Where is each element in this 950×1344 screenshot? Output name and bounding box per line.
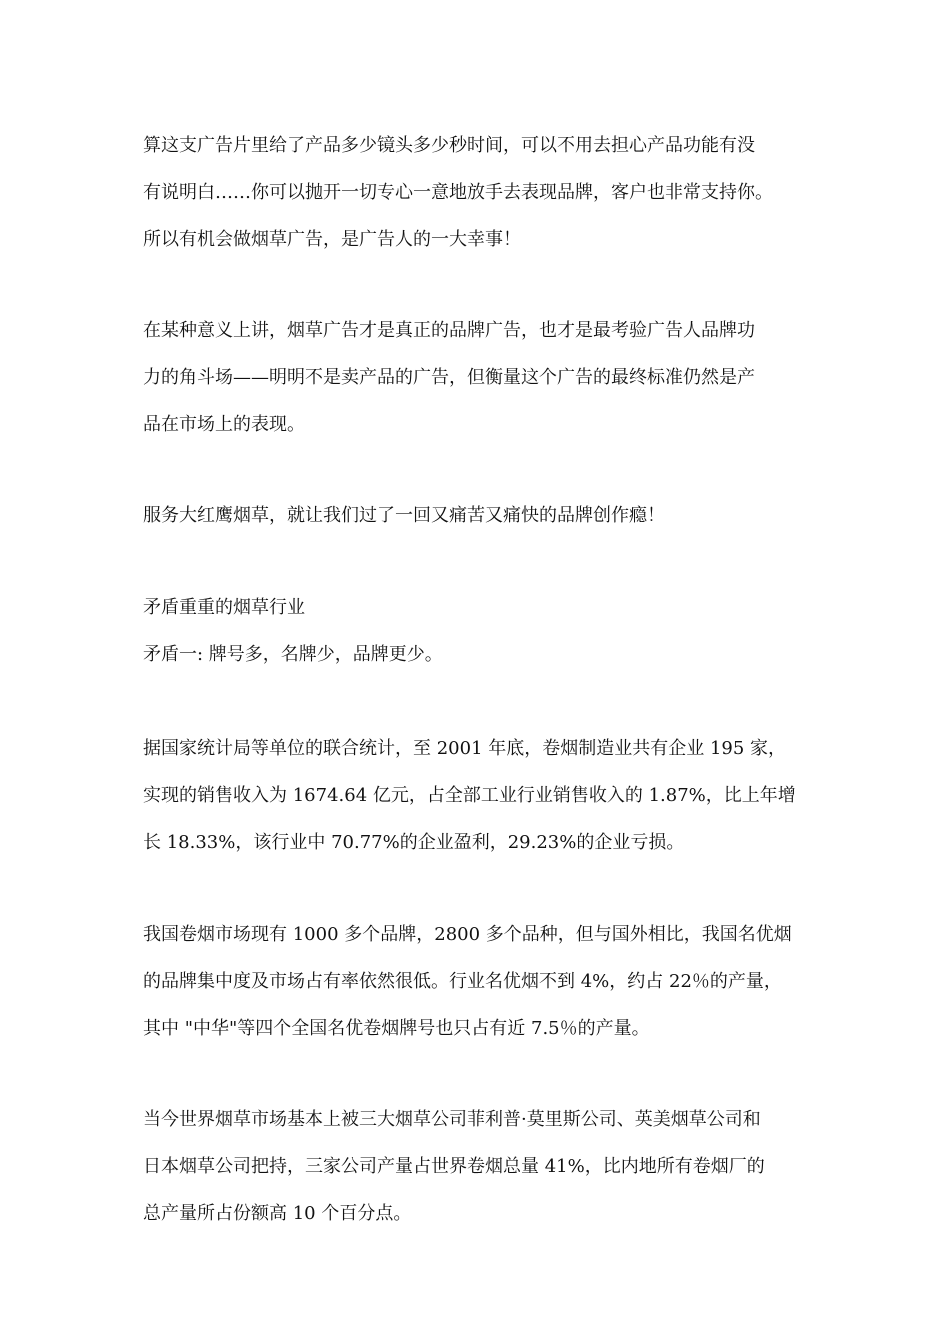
paragraph-world-market — [143, 1096, 823, 1237]
paragraph-brand-advertising — [143, 307, 823, 448]
paragraph-line: 所以有机会做烟草广告，是广告人的一大幸事！ — [143, 229, 521, 250]
paragraph-line: 有说明白……你可以抛开一切专心一意地放手去表现品牌，客户也非常支持你。 — [143, 182, 773, 203]
paragraph-line: 长 18.33%，该行业中 70.77%的企业盈利，29.23%的企业亏损。 — [143, 832, 685, 853]
section-heading: 矛盾重重的烟草行业 — [143, 597, 305, 618]
paragraph-line: 我国卷烟市场现有 1000 多个品牌，2800 多个品种，但与国外相比，我国名优烟 — [143, 924, 792, 945]
paragraph-hongta-service — [143, 492, 823, 539]
subheading: 矛盾一: 牌号多，名牌少，品牌更少。 — [143, 644, 443, 665]
paragraph-line: 日本烟草公司把持，三家公司产量占世界卷烟总量 41%，比内地所有卷烟厂的 — [143, 1156, 765, 1177]
paragraph-ad-freedom — [143, 122, 823, 263]
paragraph-line: 其中 "中华"等四个全国名优卷烟牌号也只占有近 7.5％的产量。 — [143, 1018, 650, 1039]
paragraph-line: 服务大红鹰烟草，就让我们过了一回又痛苦又痛快的品牌创作瘾！ — [143, 505, 665, 526]
paragraph-line: 总产量所占份额高 10 个百分点。 — [143, 1203, 412, 1224]
paragraph-brand-concentration — [143, 911, 823, 1052]
paragraph-line: 力的角斗场——明明不是卖产品的广告，但衡量这个广告的最终标准仍然是产 — [143, 367, 755, 388]
paragraph-line: 当今世界烟草市场基本上被三大烟草公司菲利普·莫里斯公司、英美烟草公司和 — [143, 1109, 761, 1130]
paragraph-line: 算这支广告片里给了产品多少镜头多少秒时间，可以不用去担心产品功能有没 — [143, 135, 755, 156]
paragraph-industry-statistics — [143, 725, 823, 866]
paragraph-line: 品在市场上的表现。 — [143, 414, 305, 435]
paragraph-line: 实现的销售收入为 1674.64 亿元，占全部工业行业销售收入的 1.87%，比上年增 — [143, 785, 796, 806]
paragraph-line: 在某种意义上讲，烟草广告才是真正的品牌广告，也才是最考验广告人品牌功 — [143, 320, 755, 341]
paragraph-line: 据国家统计局等单位的联合统计，至 2001 年底，卷烟制造业共有企业 195 家， — [143, 738, 787, 759]
paragraph-line: 的品牌集中度及市场占有率依然很低。行业名优烟不到 4%，约占 22％的产量， — [143, 971, 782, 992]
